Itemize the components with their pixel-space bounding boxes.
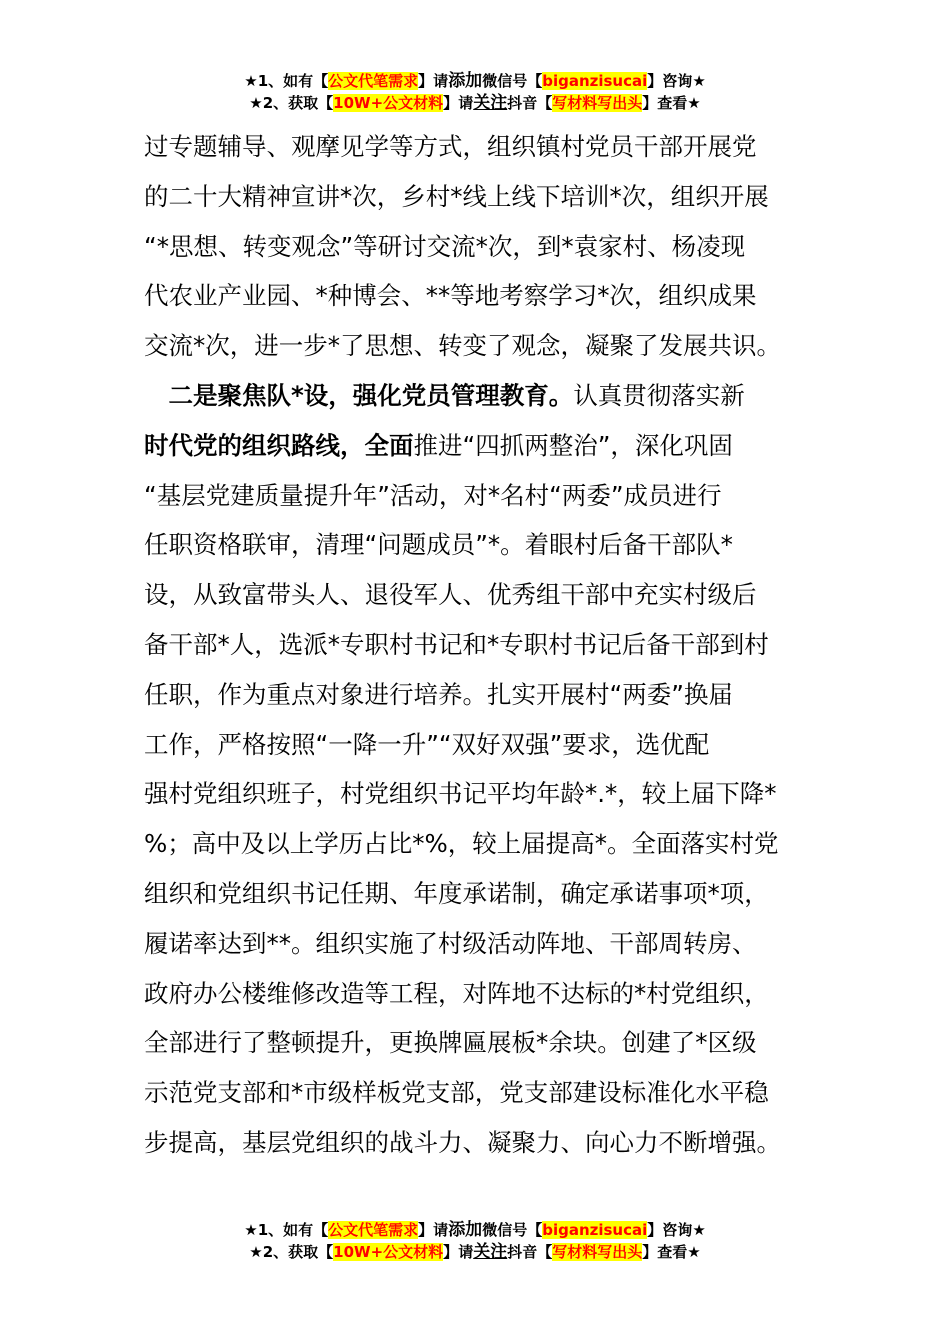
promo-bracket: 【 xyxy=(527,72,543,90)
promo-bracket: 【 xyxy=(537,94,553,112)
promo-text: 抖音 xyxy=(507,1243,538,1261)
promo-highlight-materials: 10W+公文材料 xyxy=(333,1243,444,1261)
promo-bracket: 】 xyxy=(418,72,434,90)
promo-text: 查看 xyxy=(657,1243,688,1261)
promo-bracket: 【 xyxy=(313,1221,329,1239)
promo-text: 2、获取 xyxy=(262,1243,319,1261)
promo-header-top xyxy=(0,70,950,114)
body-line: 过专题辅导、观摩见学等方式，组织镇村党员干部开展党 xyxy=(144,132,757,161)
promo-text: 请 xyxy=(458,1243,474,1261)
body-line: 履诺率达到**。组织实施了村级活动阵地、干部周转房、 xyxy=(144,928,757,958)
promo-text: 微信号 xyxy=(482,72,528,90)
promo-text: 请 xyxy=(458,94,474,112)
star-icon: ★ xyxy=(249,94,263,112)
promo-text: 咨询 xyxy=(662,1221,693,1239)
star-icon: ★ xyxy=(244,72,258,90)
promo-bracket: 【 xyxy=(318,94,334,112)
promo-text: 请 xyxy=(433,1221,449,1239)
promo-line-1 xyxy=(0,70,950,92)
promo-text: 抖音 xyxy=(507,94,538,112)
promo-line-2 xyxy=(0,1241,950,1263)
body-line: 步提高，基层党组织的战斗力、凝聚力、向心力不断增强。 xyxy=(144,1127,781,1157)
bold-text: 时代党的组织路线，全面 xyxy=(144,430,414,460)
promo-text: 查看 xyxy=(657,94,688,112)
promo-bracket: 【 xyxy=(313,72,329,90)
body-line: 示范党支部和*市级样板党支部，党支部建设标准化水平稳 xyxy=(144,1078,769,1108)
promo-line-1 xyxy=(0,1219,950,1241)
promo-text: 2、获取 xyxy=(262,94,319,112)
body-line: “基层党建质量提升年”活动，对*名村“两委”成员进行 xyxy=(144,480,722,510)
body-line: 全部进行了整顿提升，更换牌匾展板*余块。创建了*区级 xyxy=(144,1028,757,1058)
star-icon: ★ xyxy=(249,1243,263,1261)
promo-highlight-wechat-id: biganzisucai xyxy=(542,1221,648,1239)
document-body xyxy=(144,122,810,1168)
body-line: 强村党组织班子，村党组织书记平均年龄*.*，较上届下降* xyxy=(144,779,777,809)
promo-bracket: 】 xyxy=(642,94,658,112)
body-line: 备干部*人，选派*专职村书记和*专职村书记后备干部到村 xyxy=(144,629,769,659)
promo-text: 1、如有 xyxy=(257,72,314,90)
promo-bracket: 】 xyxy=(418,1221,434,1239)
promo-text: 请 xyxy=(433,72,449,90)
promo-bracket: 】 xyxy=(443,94,459,112)
promo-bracket: 】 xyxy=(647,1221,663,1239)
promo-highlight-douyin: 写材料写出头 xyxy=(552,1243,643,1261)
star-icon: ★ xyxy=(692,72,706,90)
body-line xyxy=(144,371,810,421)
body-text: 推进“四抓两整治”，深化巩固 xyxy=(413,430,733,460)
body-line: %；高中及以上学历占比*%，较上届提高*。全面落实村党 xyxy=(144,829,779,859)
section-heading: 二是聚焦队*设，强化党员管理教育。 xyxy=(168,380,574,410)
star-icon: ★ xyxy=(244,1221,258,1239)
star-icon: ★ xyxy=(687,94,701,112)
promo-highlight-douyin: 写材料写出头 xyxy=(552,94,643,112)
star-icon: ★ xyxy=(692,1221,706,1239)
promo-text: 添加 xyxy=(448,71,483,91)
promo-highlight-materials: 10W+公文材料 xyxy=(333,94,444,112)
promo-bracket: 【 xyxy=(527,1221,543,1239)
promo-bracket: 【 xyxy=(537,1243,553,1261)
star-icon: ★ xyxy=(687,1243,701,1261)
promo-bracket: 【 xyxy=(318,1243,334,1261)
promo-text: 添加 xyxy=(448,1220,483,1240)
promo-text: 咨询 xyxy=(662,72,693,90)
body-line: 交流*次，进一步*了思想、转变了观念，凝聚了发展共识。 xyxy=(144,331,781,361)
body-line: 工作，严格按照“一降一升”“双好双强”要求，选优配 xyxy=(144,729,710,759)
promo-bracket: 】 xyxy=(647,72,663,90)
promo-highlight-wechat-id: biganzisucai xyxy=(542,72,648,90)
body-line: 任职资格联审，清理“问题成员”*。着眼村后备干部队* xyxy=(144,530,733,560)
promo-bracket: 】 xyxy=(443,1243,459,1261)
promo-footer-bottom xyxy=(0,1219,950,1263)
body-line xyxy=(144,421,810,471)
body-line: 组织和党组织书记任期、年度承诺制，确定承诺事项*项， xyxy=(144,878,769,908)
promo-text: 微信号 xyxy=(482,1221,528,1239)
promo-line-2 xyxy=(0,92,950,114)
body-line: 代农业产业园、*种博会、**等地考察学习*次，组织成果 xyxy=(144,281,757,311)
body-line: “*思想、转变观念”等研讨交流*次，到*袁家村、杨凌现 xyxy=(144,231,746,261)
promo-highlight-service: 公文代笔需求 xyxy=(328,72,419,90)
body-line: 政府办公楼维修改造等工程，对阵地不达标的*村党组织， xyxy=(144,978,769,1008)
promo-text: 关注 xyxy=(473,93,508,113)
promo-text: 关注 xyxy=(473,1242,508,1262)
body-line: 任职，作为重点对象进行培养。扎实开展村“两委”换届 xyxy=(144,679,733,709)
body-line: 设，从致富带头人、退役军人、优秀组干部中充实村级后 xyxy=(144,580,757,610)
promo-text: 1、如有 xyxy=(257,1221,314,1239)
body-line: 的二十大精神宣讲*次，乡村*线上线下培训*次，组织开展 xyxy=(144,181,769,211)
promo-bracket: 】 xyxy=(642,1243,658,1261)
promo-highlight-service: 公文代笔需求 xyxy=(328,1221,419,1239)
body-text: 认真贯彻落实新 xyxy=(573,380,745,410)
